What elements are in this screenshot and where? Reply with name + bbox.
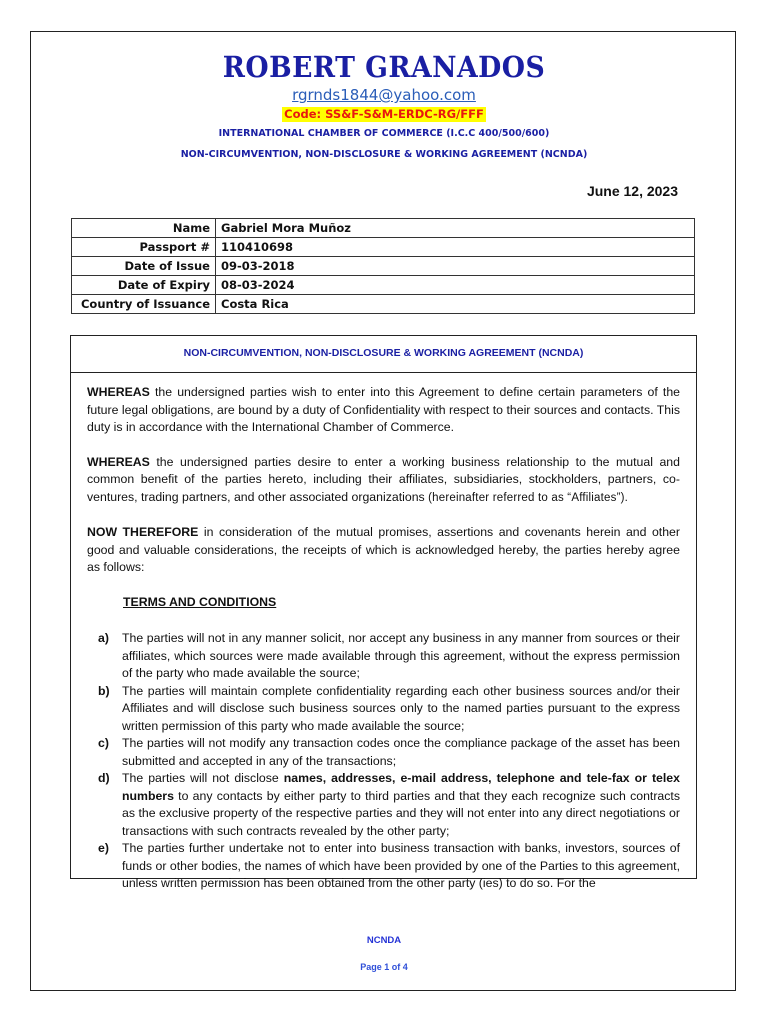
row-label: Date of Expiry	[72, 276, 216, 295]
term-marker: d)	[98, 771, 110, 785]
whereas-paragraph-1	[87, 384, 680, 437]
sender-name: ROBERT GRANADOS	[222, 50, 546, 84]
term-marker: a)	[98, 631, 109, 645]
paragraph-text: the undersigned parties wish to enter into this Agreement to define certain parameters of the future legal obligations, are bound by a duty of Confidentiality with respect to their sources and contacts. This duty is in accordance with the International Chamber of Commerce.	[87, 385, 680, 434]
letterhead	[30, 48, 738, 161]
agreement-title-line: NON-CIRCUMVENTION, NON-DISCLOSURE & WORKING AGREEMENT (NCNDA)	[180, 149, 588, 160]
terms-heading: TERMS AND CONDITIONS	[123, 594, 277, 609]
paragraph-text: the undersigned parties desire to enter a working business relationship to the mutual and common benefit of the parties hereto, including their affiliates, subsidiaries, stockholders, partners, co-ventures, trading partners, and other associated organizations	[87, 454, 680, 504]
table-row	[72, 257, 695, 276]
term-text: The parties further undertake not to enter into business transaction with banks, investors, sources of funds or other bodies, the names of which have been provided by one of the Parties to this agreement, unless written permission has been obtained from the other party (ies) to do so. For the	[122, 841, 680, 890]
term-item	[87, 683, 680, 736]
paragraph-text: in consideration of the mutual promises, assertions and covenants herein and other good and valuable considerations, the receipts of which is acknowledged hereby, the parties hereby agree as follows:	[87, 525, 680, 574]
row-value: Costa Rica	[216, 295, 695, 314]
row-label: Name	[72, 219, 216, 238]
table-row	[72, 238, 695, 257]
term-text: The parties will not modify any transaction codes once the compliance package of the asset has been submitted and accepted in any of the transactions;	[122, 736, 680, 768]
paragraph-lead: WHEREAS	[87, 454, 150, 469]
reference-code: Code: SS&F-S&M-ERDC-RG/FFF	[284, 107, 484, 121]
term-text: The parties will maintain complete confidentiality regarding each other business sources and/or their Affiliates and will disclose such business sources only to the named parties pursuant to the express written permission of this party who made available the source;	[122, 683, 680, 733]
term-item	[87, 770, 680, 840]
row-value: 09-03-2018	[216, 257, 695, 276]
affiliates-definition: (hereinafter referred to as “Affiliates”).	[428, 491, 629, 504]
document-date: June 12, 2023	[586, 183, 678, 199]
table-row	[72, 276, 695, 295]
agreement-body	[71, 373, 696, 893]
sender-email-link[interactable]: rgrnds1844@yahoo.com	[292, 86, 476, 104]
agreement-box	[70, 335, 697, 890]
passport-details-table	[71, 218, 695, 314]
term-text: The parties will not disclose	[122, 771, 284, 785]
table-row	[72, 219, 695, 238]
table-row	[72, 295, 695, 314]
term-bold-text: names, addresses, e-mail address, telephone and tele-fax or telex numbers	[122, 771, 680, 803]
row-value: Gabriel Mora Muñoz	[216, 219, 695, 238]
term-item	[87, 735, 680, 770]
agreement-box-title: NON-CIRCUMVENTION, NON-DISCLOSURE & WORKING AGREEMENT (NCNDA)	[71, 336, 696, 373]
footer-title: NCNDA	[366, 935, 402, 946]
term-marker: b)	[98, 683, 110, 698]
row-value: 110410698	[216, 238, 695, 257]
term-item	[87, 630, 680, 683]
paragraph-lead: WHEREAS	[87, 385, 150, 399]
terms-list	[87, 630, 680, 893]
paragraph-lead: NOW THEREFORE	[87, 525, 199, 539]
row-label: Date of Issue	[72, 257, 216, 276]
organization-line: INTERNATIONAL CHAMBER OF COMMERCE (I.C.C 400/500/600)	[218, 128, 550, 139]
term-text: The parties will not in any manner solicit, nor accept any business in any manner from sources or their affiliates, which sources were made available through this agreement, without the express permission of the party who made available the source;	[122, 631, 680, 680]
term-marker: e)	[98, 841, 109, 855]
whereas-paragraph-2	[87, 454, 680, 508]
row-label: Country of Issuance	[72, 295, 216, 314]
row-value: 08-03-2024	[216, 276, 695, 295]
term-marker: c)	[98, 736, 109, 750]
row-label: Passport #	[72, 238, 216, 257]
page-number: Page 1 of 4	[360, 962, 408, 972]
term-text: to any contacts by either party to third parties and that they each recognize such contracts as the exclusive property of the respective parties and they will not enter into any direct negotiations or transactions with such contracts revealed by the other party;	[122, 788, 680, 838]
term-item	[87, 840, 680, 893]
now-therefore-paragraph	[87, 524, 680, 577]
